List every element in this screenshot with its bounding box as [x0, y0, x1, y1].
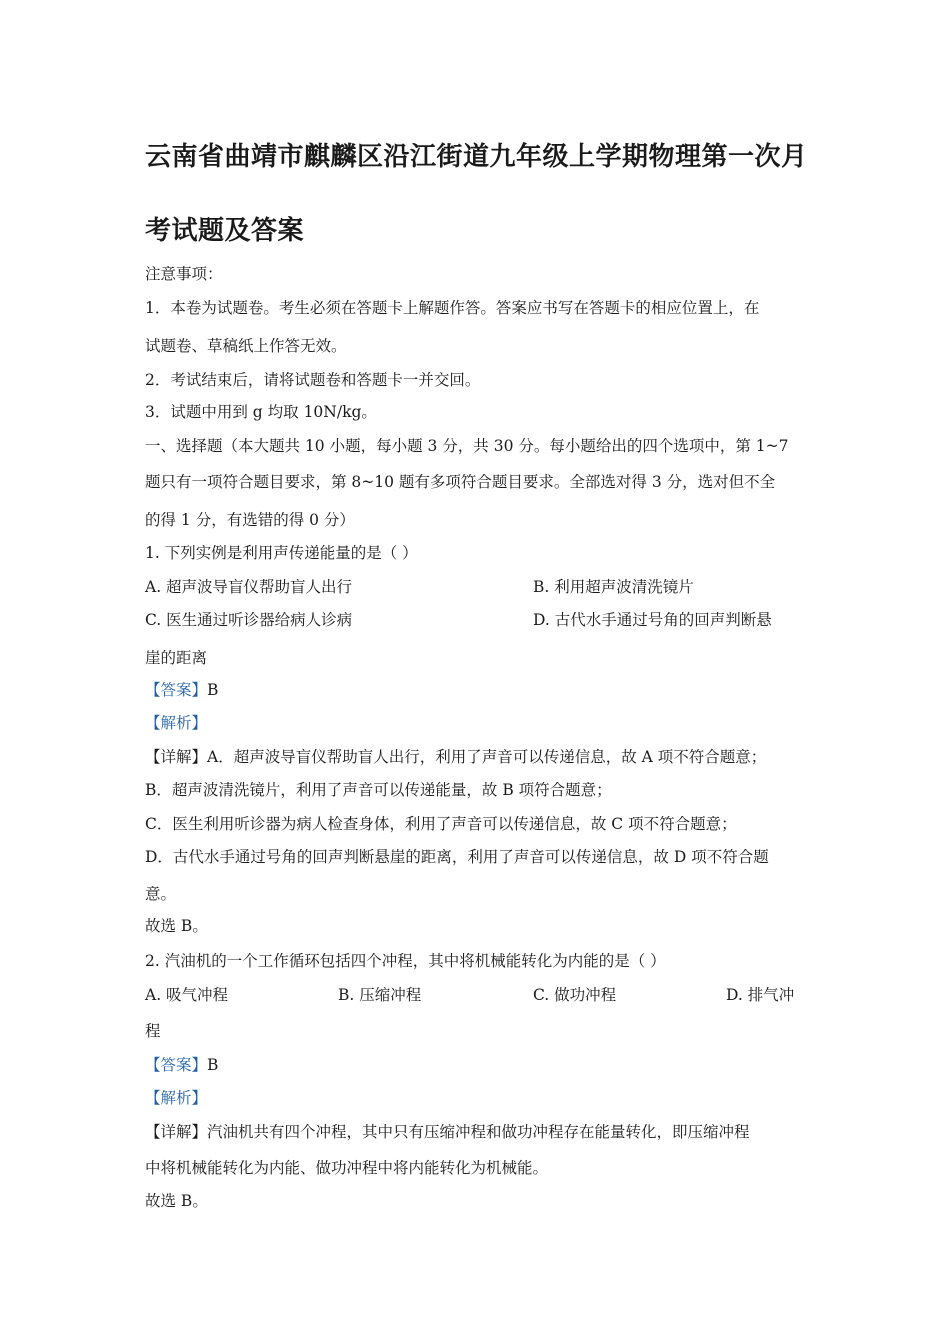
question-1-detail-a [145, 747, 766, 767]
question-2-conclusion: 故选 B。 [145, 1192, 208, 1210]
notice-item-3: 3．试题中用到 g 均取 10N/kg。 [145, 403, 377, 421]
question-1-option-c: C. 医生通过听诊器给病人诊病 [145, 611, 353, 629]
question-2-answer [145, 1055, 218, 1075]
question-1-option-d: D. 古代水手通过号角的回声判断悬 [533, 611, 772, 629]
question-2-option-d: D. 排气冲 [726, 986, 795, 1004]
document-title-line-2: 考试题及答案 [145, 216, 305, 246]
question-1-detail-d-line-1: D．古代水手通过号角的回声判断悬崖的距离，利用了声音可以传递信息，故 D 项不符合题 [145, 848, 769, 866]
question-2-detail-line-1 [145, 1122, 750, 1142]
section-1-intro-line-2: 题只有一项符合题目要求，第 8~10 题有多项符合题目要求。全部选对得 3 分，选对但不全 [145, 473, 776, 491]
question-1-answer [145, 680, 218, 700]
detail-tag: 【详解】 [145, 748, 208, 766]
notice-item-1a: 1．本卷为试题卷。考生必须在答题卡上解题作答。答案应书写在答题卡的相应位置上，在 [145, 299, 760, 317]
question-1-detail-b: B．超声波清洗镜片，利用了声音可以传递能量，故 B 项符合题意； [145, 781, 612, 799]
question-1-option-d-continued: 崖的距离 [145, 649, 208, 667]
notice-item-2: 2．考试结束后，请将试题卷和答题卡一并交回。 [145, 371, 481, 389]
question-1-option-b: B. 利用超声波清洗镜片 [533, 578, 694, 596]
notice-item-1b: 试题卷、草稿纸上作答无效。 [145, 337, 347, 355]
question-1-conclusion: 故选 B。 [145, 917, 208, 935]
detail-text: A．超声波导盲仪帮助盲人出行，利用了声音可以传递信息，故 A 项不符合题意； [207, 748, 767, 766]
detail-text: 汽油机共有四个冲程，其中只有压缩冲程和做功冲程存在能量转化，即压缩冲程 [207, 1123, 750, 1141]
question-1-detail-c: C．医生利用听诊器为病人检查身体，利用了声音可以传递信息，故 C 项不符合题意； [145, 815, 737, 833]
question-1-detail-d-line-2: 意。 [145, 885, 177, 903]
question-1-analysis [145, 713, 207, 733]
question-1-option-a: A. 超声波导盲仪帮助盲人出行 [145, 578, 353, 596]
answer-tag: 【答案】 [145, 1056, 208, 1074]
analysis-tag: 【解析】 [145, 1089, 208, 1107]
section-1-intro-line-1: 一、选择题（本大题共 10 小题，每小题 3 分，共 30 分。每小题给出的四个选项中，第 1~7 [145, 437, 789, 455]
question-2-detail-line-2: 中将机械能转化为内能、做功冲程中将内能转化为机械能。 [145, 1159, 549, 1177]
answer-value: B [207, 681, 219, 699]
question-2-option-b: B. 压缩冲程 [338, 986, 422, 1004]
question-2-analysis [145, 1088, 207, 1108]
answer-tag: 【答案】 [145, 681, 208, 699]
document-title-line-1: 云南省曲靖市麒麟区沿江街道九年级上学期物理第一次月 [145, 142, 808, 172]
analysis-tag: 【解析】 [145, 714, 208, 732]
question-2-stem: 2. 汽油机的一个工作循环包括四个冲程，其中将机械能转化为内能的是（ ） [145, 952, 666, 970]
question-2-option-d-continued: 程 [145, 1022, 161, 1040]
question-2-option-a: A. 吸气冲程 [145, 986, 229, 1004]
section-1-intro-line-3: 的得 1 分，有选错的得 0 分） [145, 511, 355, 529]
answer-value: B [207, 1056, 219, 1074]
notice-heading: 注意事项： [145, 265, 223, 283]
question-2-option-c: C. 做功冲程 [533, 986, 617, 1004]
question-1-stem: 1. 下列实例是利用声传递能量的是（ ） [145, 544, 418, 562]
detail-tag: 【详解】 [145, 1123, 208, 1141]
